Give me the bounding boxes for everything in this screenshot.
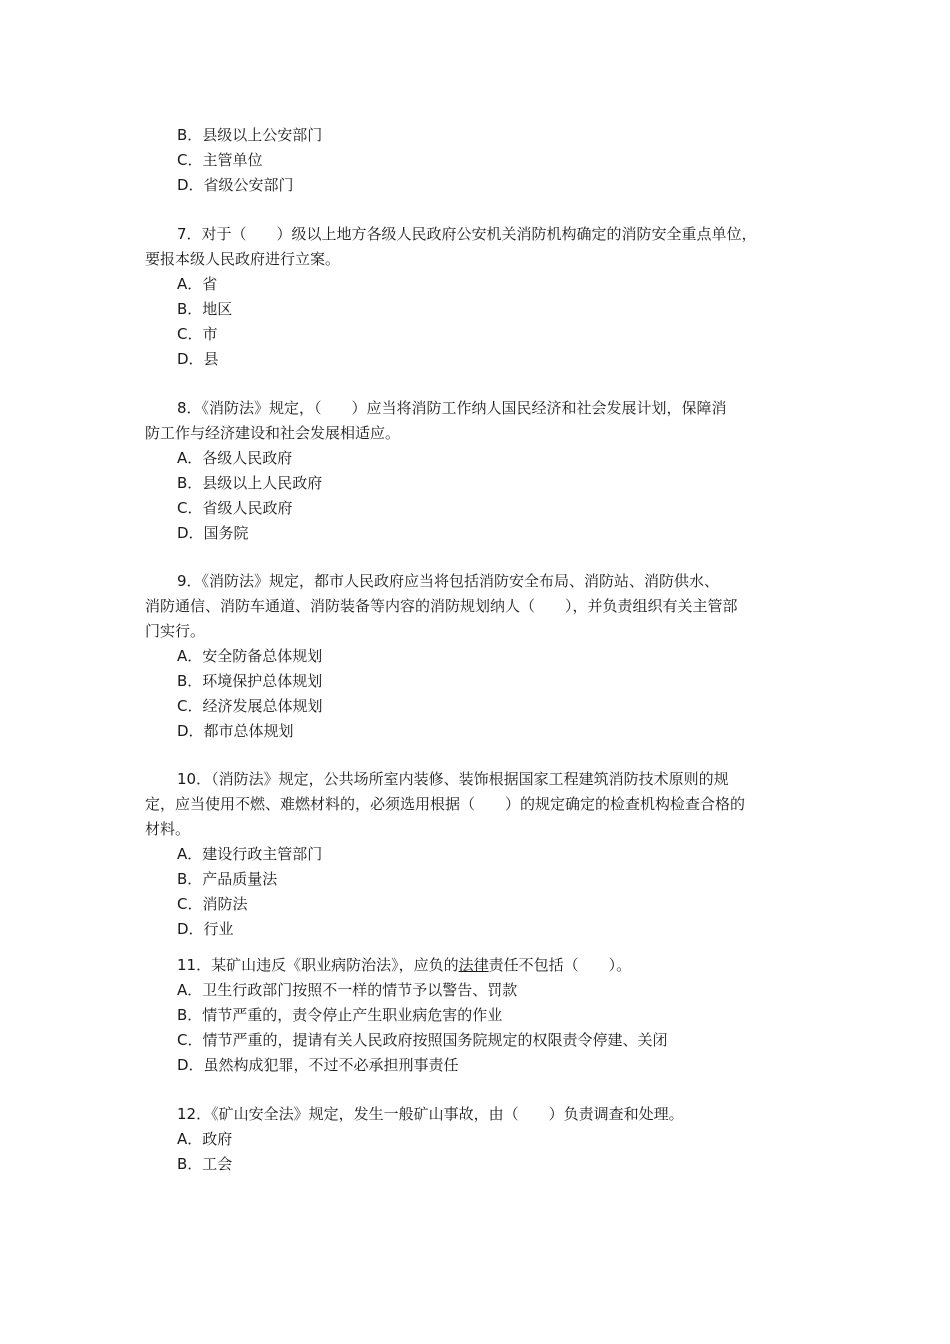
- question-stem: 7．对于（ ）级以上地方各级人民政府公安机关消防机构确定的消防安全重点单位，: [177, 225, 757, 243]
- option-b: B．情节严重的，责令停止产生职业病危害的作业: [177, 1006, 503, 1024]
- question-stem: 防工作与经济建设和社会发展相适应。: [145, 424, 401, 442]
- question-stem: 材料。: [145, 820, 191, 838]
- question-stem: 10．（消防法》规定，公共场所室内装修、装饰根据国家工程建筑消防技术原则的规: [177, 770, 729, 788]
- option-b: B．工会: [177, 1155, 233, 1173]
- question-stem: 8．《消防法》规定，（ ）应当将消防工作纳人国民经济和社会发展计划，保障消: [177, 399, 727, 417]
- option-a: A．建设行政主管部门: [177, 845, 323, 863]
- option-b: B．县级以上公安部门: [177, 126, 323, 144]
- option-a: A．卫生行政部门按照不一样的情节予以警告、罚款: [177, 981, 518, 999]
- question-stem: 要报本级人民政府进行立案。: [145, 250, 341, 268]
- question-stem: 12．《矿山安全法》规定，发生一般矿山事故，由（ ）负责调查和处理。: [177, 1105, 684, 1123]
- question-stem: 9．《消防法》规定，都市人民政府应当将包括消防安全布局、消防站、消防供水、: [177, 572, 720, 590]
- stem-text: 责任不包括（ ）。: [488, 956, 632, 974]
- option-a: A．省: [177, 275, 218, 293]
- option-d: D．虽然构成犯罪，不过不必承担刑事责任: [177, 1056, 459, 1074]
- option-d: D．县: [177, 350, 219, 368]
- question-12: [145, 1102, 810, 1177]
- option-c: C．经济发展总体规划: [177, 697, 323, 715]
- question-9: [145, 569, 810, 744]
- question-stem: 门实行。: [145, 622, 206, 640]
- option-c: C．省级人民政府: [177, 499, 293, 517]
- option-c: C．消防法: [177, 895, 248, 913]
- question-10: [145, 767, 810, 942]
- option-c: C．市: [177, 325, 218, 343]
- option-b: B．地区: [177, 300, 233, 318]
- option-b: B．环境保护总体规划: [177, 672, 323, 690]
- option-a: A．各级人民政府: [177, 449, 293, 467]
- question-7: [145, 222, 810, 372]
- option-b: B．产品质量法: [177, 870, 278, 888]
- stem-text: 11．某矿山违反《职业病防治法》，应负的: [177, 956, 459, 974]
- option-c: C．情节严重的，提请有关人民政府按照国务院规定的权限责令停建、关闭: [177, 1031, 668, 1049]
- option-c: C．主管单位: [177, 151, 263, 169]
- law-link[interactable]: 法律: [458, 956, 489, 974]
- option-d: D．都市总体规划: [177, 722, 294, 740]
- option-a: A．政府: [177, 1130, 233, 1148]
- question-stem: [145, 953, 810, 978]
- question-11: [145, 953, 810, 1078]
- question-8: [145, 396, 810, 546]
- question-stem: 定，应当使用不燃、难燃材料的，必须选用根据（ ）的规定确定的检查机构检查合格的: [145, 795, 746, 813]
- option-a: A．安全防备总体规划: [177, 647, 323, 665]
- option-d: D．国务院: [177, 524, 249, 542]
- option-b: B．县级以上人民政府: [177, 474, 323, 492]
- option-d: D．行业: [177, 920, 234, 938]
- option-d: D．省级公安部门: [177, 176, 294, 194]
- question-stem: 消防通信、消防车通道、消防装备等内容的消防规划纳人（ ），并负责组织有关主管部: [145, 597, 738, 615]
- question-6-options: [145, 123, 810, 198]
